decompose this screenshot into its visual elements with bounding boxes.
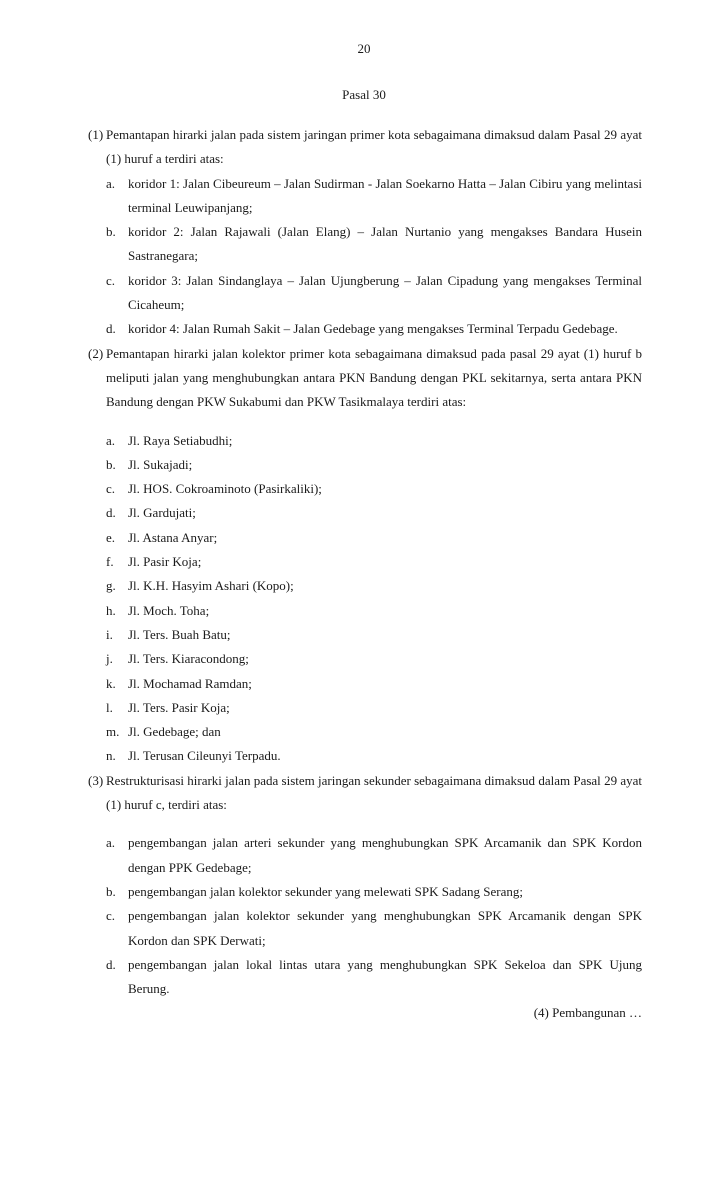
- paragraph-1: [88, 123, 642, 342]
- item-text: Jl. Sukajadi;: [128, 456, 193, 472]
- list-item: [106, 269, 642, 318]
- item-letter: b.: [106, 883, 116, 899]
- item-letter: d.: [106, 956, 116, 972]
- continuation-text: (4) Pembangunan …: [533, 1005, 642, 1021]
- item-letter: k.: [106, 675, 116, 691]
- item-text: Jl. Pasir Koja;: [128, 554, 202, 570]
- list-item: [106, 953, 642, 1002]
- paragraph-number: (3): [88, 772, 104, 788]
- item-text: Jl. Ters. Pasir Koja;: [128, 699, 230, 715]
- item-text: Jl. Ters. Buah Batu;: [128, 626, 231, 642]
- item-text: Jl. HOS. Cokroaminoto (Pasirkaliki);: [128, 481, 322, 497]
- list-item: [106, 526, 642, 550]
- list-item: [106, 880, 642, 904]
- list-item: [106, 550, 642, 574]
- list-item: [106, 904, 642, 953]
- spacer: [106, 817, 642, 831]
- paragraph-text: Restrukturisasi hirarki jalan pada sistem jaringan sekunder sebagaimana dimaksud dalam Pasal 29 ayat (1) huruf c, terdiri atas:: [106, 772, 642, 813]
- item-list: [106, 172, 642, 342]
- paragraph-body: [106, 769, 642, 1002]
- item-text: Jl. K.H. Hasyim Ashari (Kopo);: [128, 578, 294, 594]
- item-text: Jl. Ters. Kiaracondong;: [128, 651, 249, 667]
- item-letter: a.: [106, 432, 116, 448]
- item-text: Jl. Raya Setiabudhi;: [128, 432, 233, 448]
- list-item: [106, 501, 642, 525]
- list-item: [106, 599, 642, 623]
- item-letter: d.: [106, 505, 116, 521]
- item-text: pengembangan jalan lokal lintas utara yang menghubungkan SPK Sekeloa dan SPK Ujung Berung.: [128, 956, 642, 997]
- spacer: [106, 415, 642, 429]
- item-letter: a.: [106, 175, 116, 191]
- paragraph-text: Pemantapan hirarki jalan pada sistem jaringan primer kota sebagaimana dimaksud dalam Pasal 29 ayat (1) huruf a terdiri atas:: [106, 127, 642, 167]
- item-text: koridor 1: Jalan Cibeureum – Jalan Sudirman - Jalan Soekarno Hatta – Jalan Cibiru yang melintasi terminal Leuwipanjang;: [128, 175, 642, 215]
- item-text: Jl. Gedebage; dan: [128, 724, 221, 740]
- list-item: [106, 647, 642, 671]
- item-letter: d.: [106, 321, 116, 337]
- paragraph-body: [106, 342, 642, 769]
- item-text: pengembangan jalan kolektor sekunder yang melewati SPK Sadang Serang;: [128, 883, 523, 899]
- item-letter: c.: [106, 272, 116, 288]
- item-letter: l.: [106, 699, 113, 715]
- item-letter: b.: [106, 224, 116, 240]
- item-letter: e.: [106, 529, 116, 545]
- item-letter: a.: [106, 835, 116, 851]
- item-text: pengembangan jalan arteri sekunder yang menghubungkan SPK Arcamanik dan SPK Kordon dengan PPK Gedebage;: [128, 835, 642, 875]
- item-letter: n.: [106, 748, 116, 764]
- item-text: Jl. Terusan Cileunyi Terpadu.: [128, 748, 281, 764]
- list-item: [106, 429, 642, 453]
- item-text: pengembangan jalan kolektor sekunder yang menghubungkan SPK Arcamanik dengan SPK Kordon dan SPK Derwati;: [128, 908, 642, 948]
- paragraph-number: (2): [88, 345, 104, 361]
- item-text: koridor 3: Jalan Sindanglaya – Jalan Ujungberung – Jalan Cipadung yang mengakses Terminal Cicaheum;: [128, 272, 642, 313]
- item-text: koridor 4: Jalan Rumah Sakit – Jalan Gedebage yang mengakses Terminal Terpadu Gedebage.: [128, 321, 618, 337]
- page-number: 20: [357, 41, 371, 56]
- item-text: Jl. Mochamad Ramdan;: [128, 675, 252, 691]
- list-item: [106, 477, 642, 501]
- list-item: [106, 696, 642, 720]
- list-item: [106, 672, 642, 696]
- list-item: [106, 831, 642, 880]
- item-letter: c.: [106, 908, 116, 924]
- item-text: Jl. Astana Anyar;: [128, 529, 218, 545]
- list-item: [106, 574, 642, 598]
- item-list: [106, 831, 642, 1001]
- item-letter: f.: [106, 554, 114, 570]
- item-letter: g.: [106, 578, 116, 594]
- paragraph-number: (1): [88, 127, 104, 142]
- paragraph-3: [88, 769, 642, 1002]
- item-letter: c.: [106, 481, 116, 497]
- list-item: [106, 453, 642, 477]
- list-item: [106, 720, 642, 744]
- article-content: [88, 123, 642, 1026]
- item-text: koridor 2: Jalan Rajawali (Jalan Elang) – Jalan Nurtanio yang mengakses Bandara Husein Sastranegara;: [128, 224, 642, 264]
- list-item: [106, 317, 642, 341]
- paragraph-2: [88, 342, 642, 769]
- list-item: [106, 744, 642, 768]
- item-letter: h.: [106, 602, 116, 618]
- item-letter: i.: [106, 626, 113, 642]
- item-letter: j.: [106, 651, 113, 667]
- article-title: Pasal 30: [342, 87, 386, 102]
- list-item: [106, 623, 642, 647]
- item-text: Jl. Gardujati;: [128, 505, 196, 521]
- item-list: [106, 429, 642, 769]
- paragraph-text: Pemantapan hirarki jalan kolektor primer kota sebagaimana dimaksud pada pasal 29 ayat (1) huruf b meliputi jalan yang menghubungkan antara PKN Bandung dengan PKL sekitarnya, serta antara PKN Bandung dengan PKW Sukabumi dan PKW Tasikmalaya terdiri atas:: [106, 345, 642, 410]
- list-item: [106, 172, 642, 221]
- paragraph-body: [106, 123, 642, 342]
- item-letter: m.: [106, 724, 120, 740]
- list-item: [106, 220, 642, 269]
- item-letter: b.: [106, 456, 116, 472]
- item-text: Jl. Moch. Toha;: [128, 602, 210, 618]
